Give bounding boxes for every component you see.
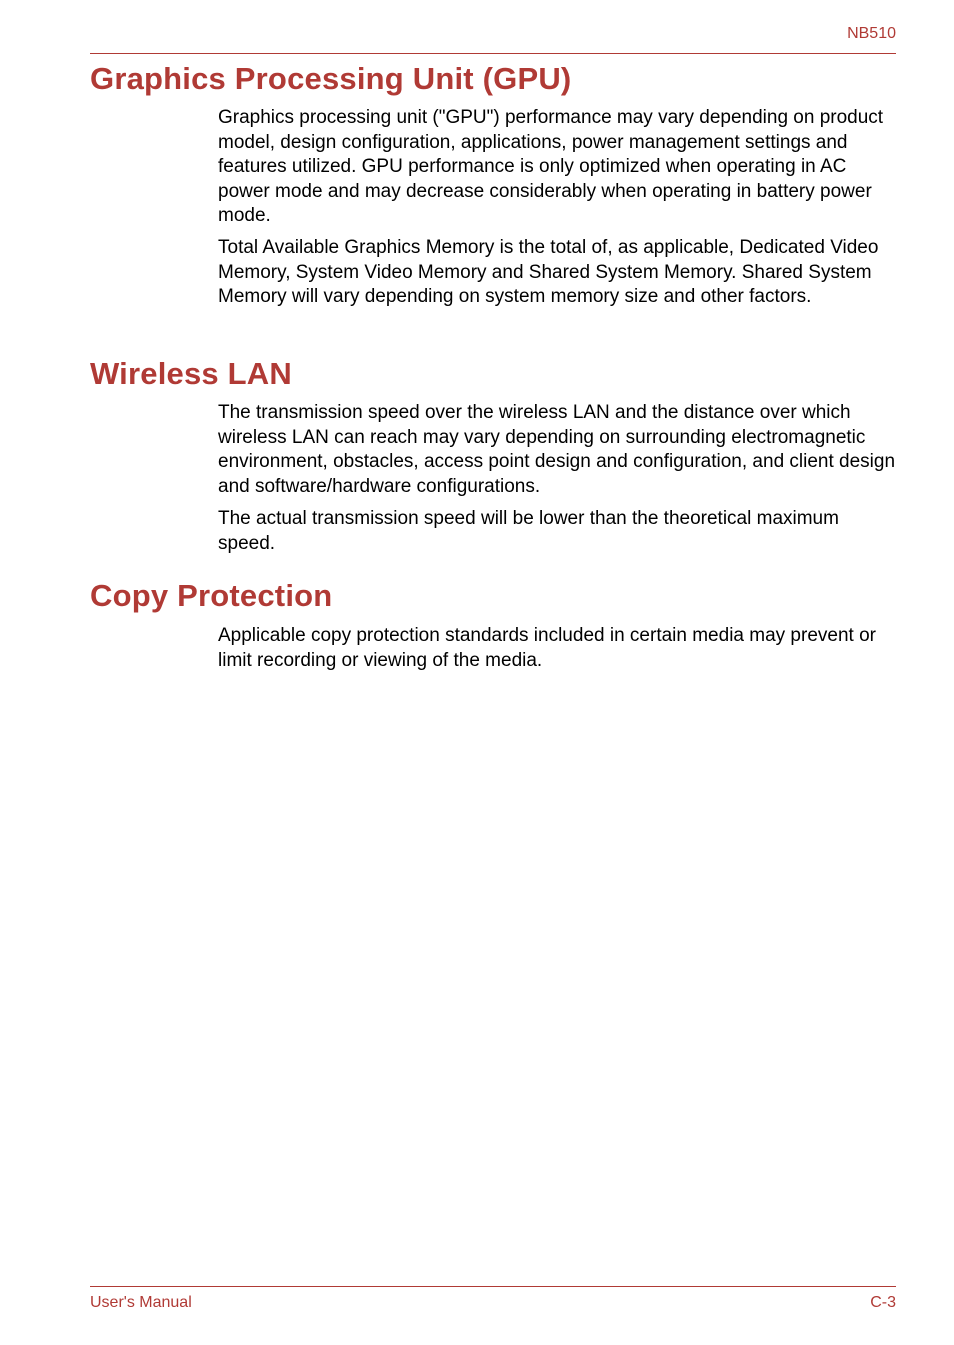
- wireless-lan-paragraph-1: The transmission speed over the wireless LAN and the distance over which wireless LAN can reach may vary depending on surrounding electromagnetic environment, obstacles, access point design and configuration, and client design and software/hardware configurations.: [218, 402, 896, 497]
- section-heading-gpu: Graphics Processing Unit (GPU): [90, 61, 572, 96]
- footer-manual-title: User's Manual: [90, 1294, 192, 1311]
- gpu-paragraph-1: Graphics processing unit ("GPU") performance may vary depending on product model, design configuration, applications, power management settings and features utilized. GPU performance is only optimized when operating in AC power mode and may decrease considerably when operating in battery power mode.: [218, 107, 884, 227]
- footer-page-number: C-3: [870, 1294, 896, 1311]
- header-model-name: NB510: [847, 25, 896, 42]
- copy-protection-paragraph-1: Applicable copy protection standards included in certain media may prevent or limit recording or viewing of the media.: [218, 625, 876, 671]
- header-divider: [90, 53, 896, 54]
- wireless-lan-paragraph-2: The actual transmission speed will be lower than the theoretical maximum speed.: [218, 508, 839, 554]
- section-heading-copy-protection: Copy Protection: [90, 578, 333, 613]
- footer-divider: [90, 1286, 896, 1287]
- gpu-paragraph-2: Total Available Graphics Memory is the total of, as applicable, Dedicated Video Memory, System Video Memory and Shared System Memory. Shared System Memory will vary depending on system memory size and other factors.: [218, 237, 879, 308]
- section-heading-wireless-lan: Wireless LAN: [90, 356, 292, 391]
